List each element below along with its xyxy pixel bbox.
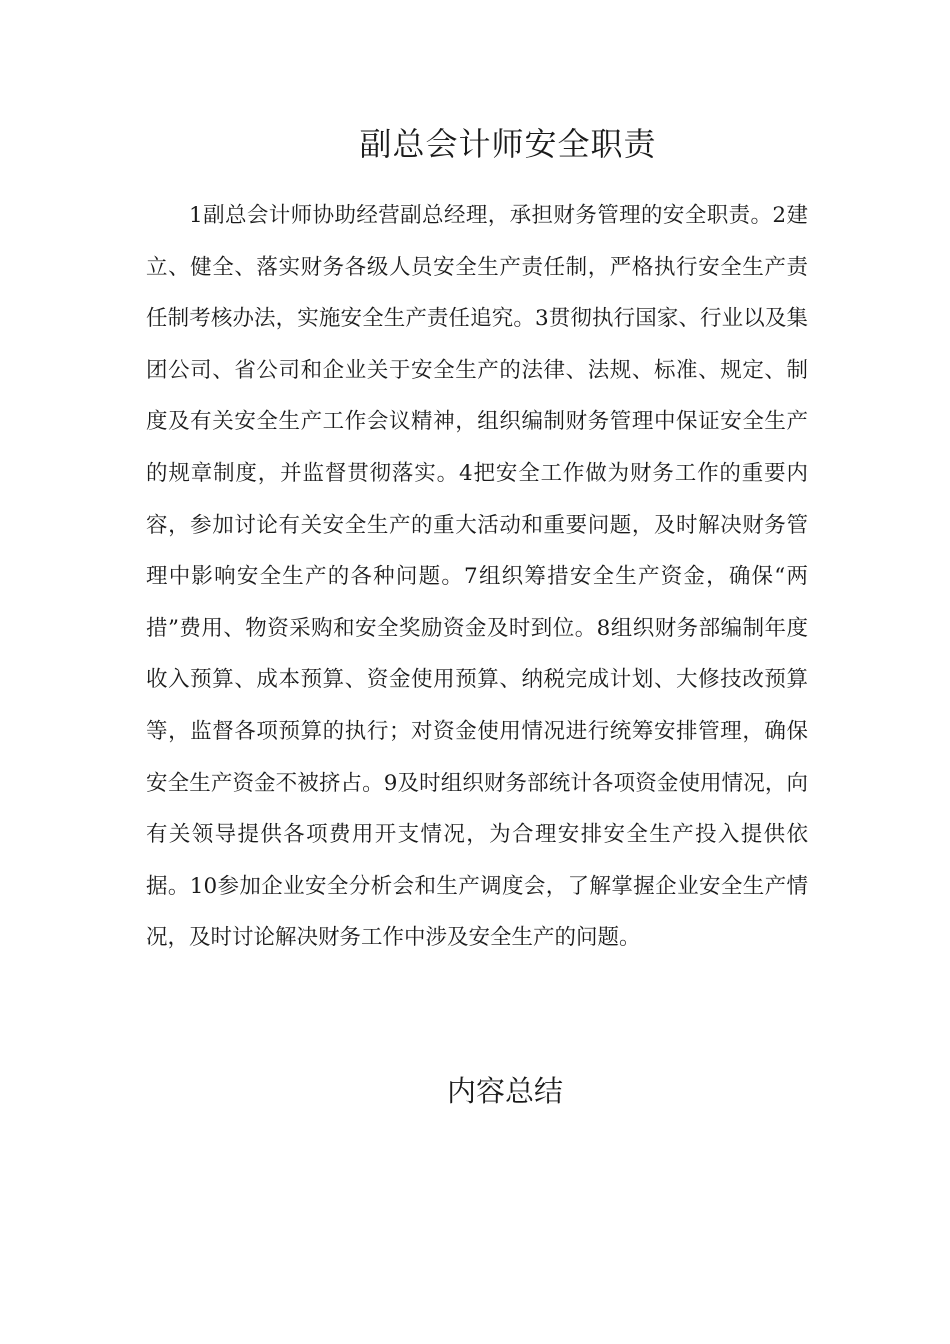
- summary-heading: 内容总结: [446, 1074, 563, 1108]
- body-paragraph: 1副总会计师协助经营副总经理，承担财务管理的安全职责。2建立、健全、落实财务各级人员安全生产责任制，严格执行安全生产责任制考核办法，实施安全生产责任追究。3贯彻执行国家、行业以及集团公司、省公司和企业关于安全生产的法律、法规、标准、规定、制度及有关安全生产工作会议精神，组织编制财务管理中保证安全生产的规章制度，并监督贯彻落实。4把安全工作做为财务工作的重要内容，参加讨论有关安全生产的重大活动和重要问题，及时解决财务管理中影响安全生产的各种问题。7组织筹措安全生产资金，确保“两措”费用、物资采购和安全奖励资金及时到位。8组织财务部编制年度收入预算、成本预算、资金使用预算、纳税完成计划、大修技改预算等，监督各项预算的执行；对资金使用情况进行统筹安排管理，确保安全生产资金不被挤占。9及时组织财务部统计各项资金使用情况，向有关领导提供各项费用开支情况，为合理安排安全生产投入提供依据。10参加企业安全分析会和生产调度会，了解掌握企业安全生产情况，及时讨论解决财务工作中涉及安全生产的问题。: [146, 203, 808, 951]
- document-title: 副总会计师安全职责: [359, 125, 657, 163]
